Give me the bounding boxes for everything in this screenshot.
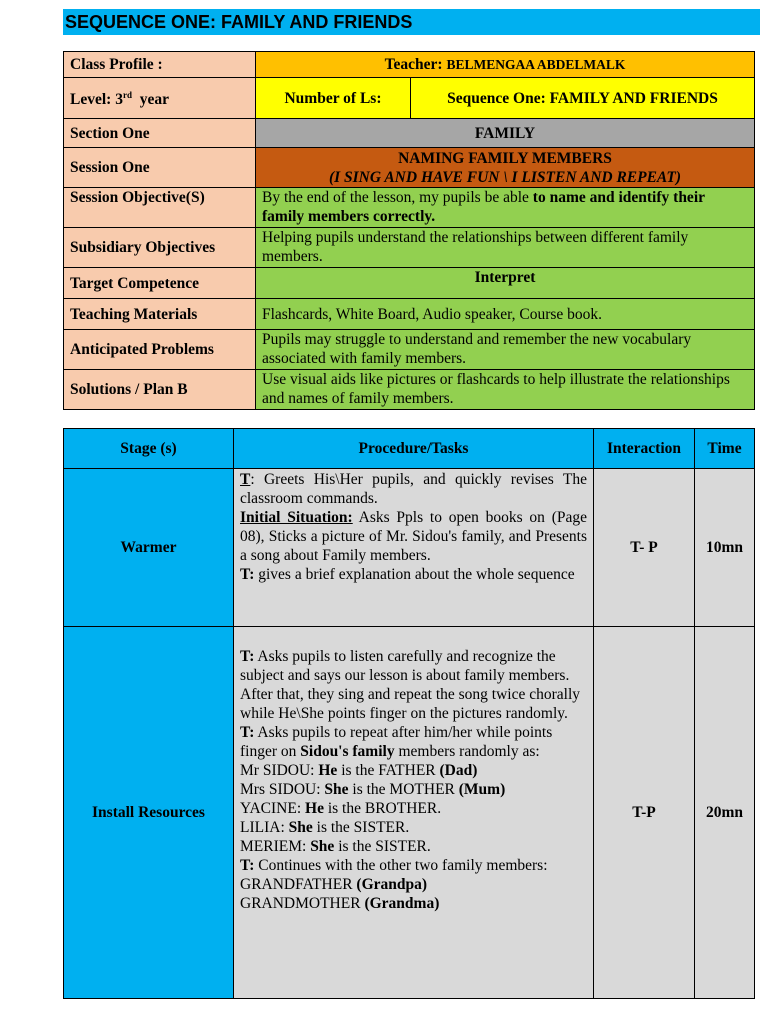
warmer-interaction: T- P [594,469,695,627]
page-title: SEQUENCE ONE: FAMILY AND FRIENDS [65,12,413,32]
teacher-name: BELMENGAA ABDELMALK [446,57,626,72]
stage-warmer: Warmer [64,469,234,627]
teacher-label: Teacher: [384,56,443,73]
subsidiary-label: Subsidiary Objectives [64,228,256,268]
materials-value: Flashcards, White Board, Audio speaker, Course book. [256,299,755,330]
warmer-procedure: T: Greets His\Her pupils, and quickly revises The classroom commands. Initial Situation: Asks Ppls to open books on (Page 08), Sticks a picture of Mr. Sidou's family, and Presents a song about Family members. T: gives a brief explanation about the whole sequence [234,469,594,627]
objective-value: By the end of the lesson, my pupils be able to name and identify their family members correctly. [256,188,755,228]
member-line: LILIA: She is the SISTER. [240,819,410,836]
problems-value: Pupils may struggle to understand and remember the new vocabulary associated with family members. [256,330,755,370]
member-line: Mrs SIDOU: She is the MOTHER (Mum) [240,781,506,798]
session-title-cell [256,148,755,188]
member-line: YACINE: He is the BROTHER. [240,800,442,817]
session-title: NAMING FAMILY MEMBERS [398,149,612,167]
header-interaction: Interaction [594,429,695,469]
teacher-cell [256,52,755,78]
class-profile-label: Class Profile : [64,52,256,78]
number-of-ls: Number of Ls: [256,78,411,119]
install-time: 20mn [695,627,755,999]
header-time: Time [695,429,755,469]
member-line: Mr SIDOU: He is the FATHER (Dad) [240,762,478,779]
sequence-value: Sequence One: FAMILY AND FRIENDS [411,78,755,119]
install-interaction: T-P [594,627,695,999]
section-value: FAMILY [256,119,755,148]
section-label: Section One [64,119,256,148]
install-procedure: T: Asks pupils to listen carefully and recognize the subject and says our lesson is about family members. After that, they sing and repeat the song twice chorally while He\She points finger on the pictures randomly. T: Asks pupils to repeat after him/her while points finger on Sidou's family members randomly as: Mr SIDOU: He is the FATHER (Dad) Mrs SIDOU: She is the MOTHER (Mum) YACINE: He is the BROTHER. LILIA: She is the SISTER. MERIEM: She is the SISTER. T: Continues with the other two family members: GRANDFATHER (Grandpa) GRANDMOTHER (Grandma) [234,627,594,999]
level-label: Level: 3rd year [64,78,256,119]
solutions-value: Use visual aids like pictures or flashcards to help illustrate the relationships and names of family members. [256,370,755,410]
subsidiary-value: Helping pupils understand the relationships between different family members. [256,228,755,268]
session-subtitle: (I SING AND HAVE FUN \ I LISTEN AND REPEAT) [328,168,682,186]
page-title-banner [63,9,760,35]
solutions-label: Solutions / Plan B [64,370,256,410]
session-label: Session One [64,148,256,188]
competence-value: Interpret [256,268,755,299]
warmer-time: 10mn [695,469,755,627]
member-line: MERIEM: She is the SISTER. [240,838,431,855]
materials-label: Teaching Materials [64,299,256,330]
problems-label: Anticipated Problems [64,330,256,370]
header-procedure: Procedure/Tasks [234,429,594,469]
class-profile-table [63,51,755,410]
competence-label: Target Competence [64,268,256,299]
objective-label: Session Objective(S) [64,188,256,228]
stage-install-resources: Install Resources [64,627,234,999]
lesson-procedure-table [63,428,755,999]
header-stage: Stage (s) [64,429,234,469]
